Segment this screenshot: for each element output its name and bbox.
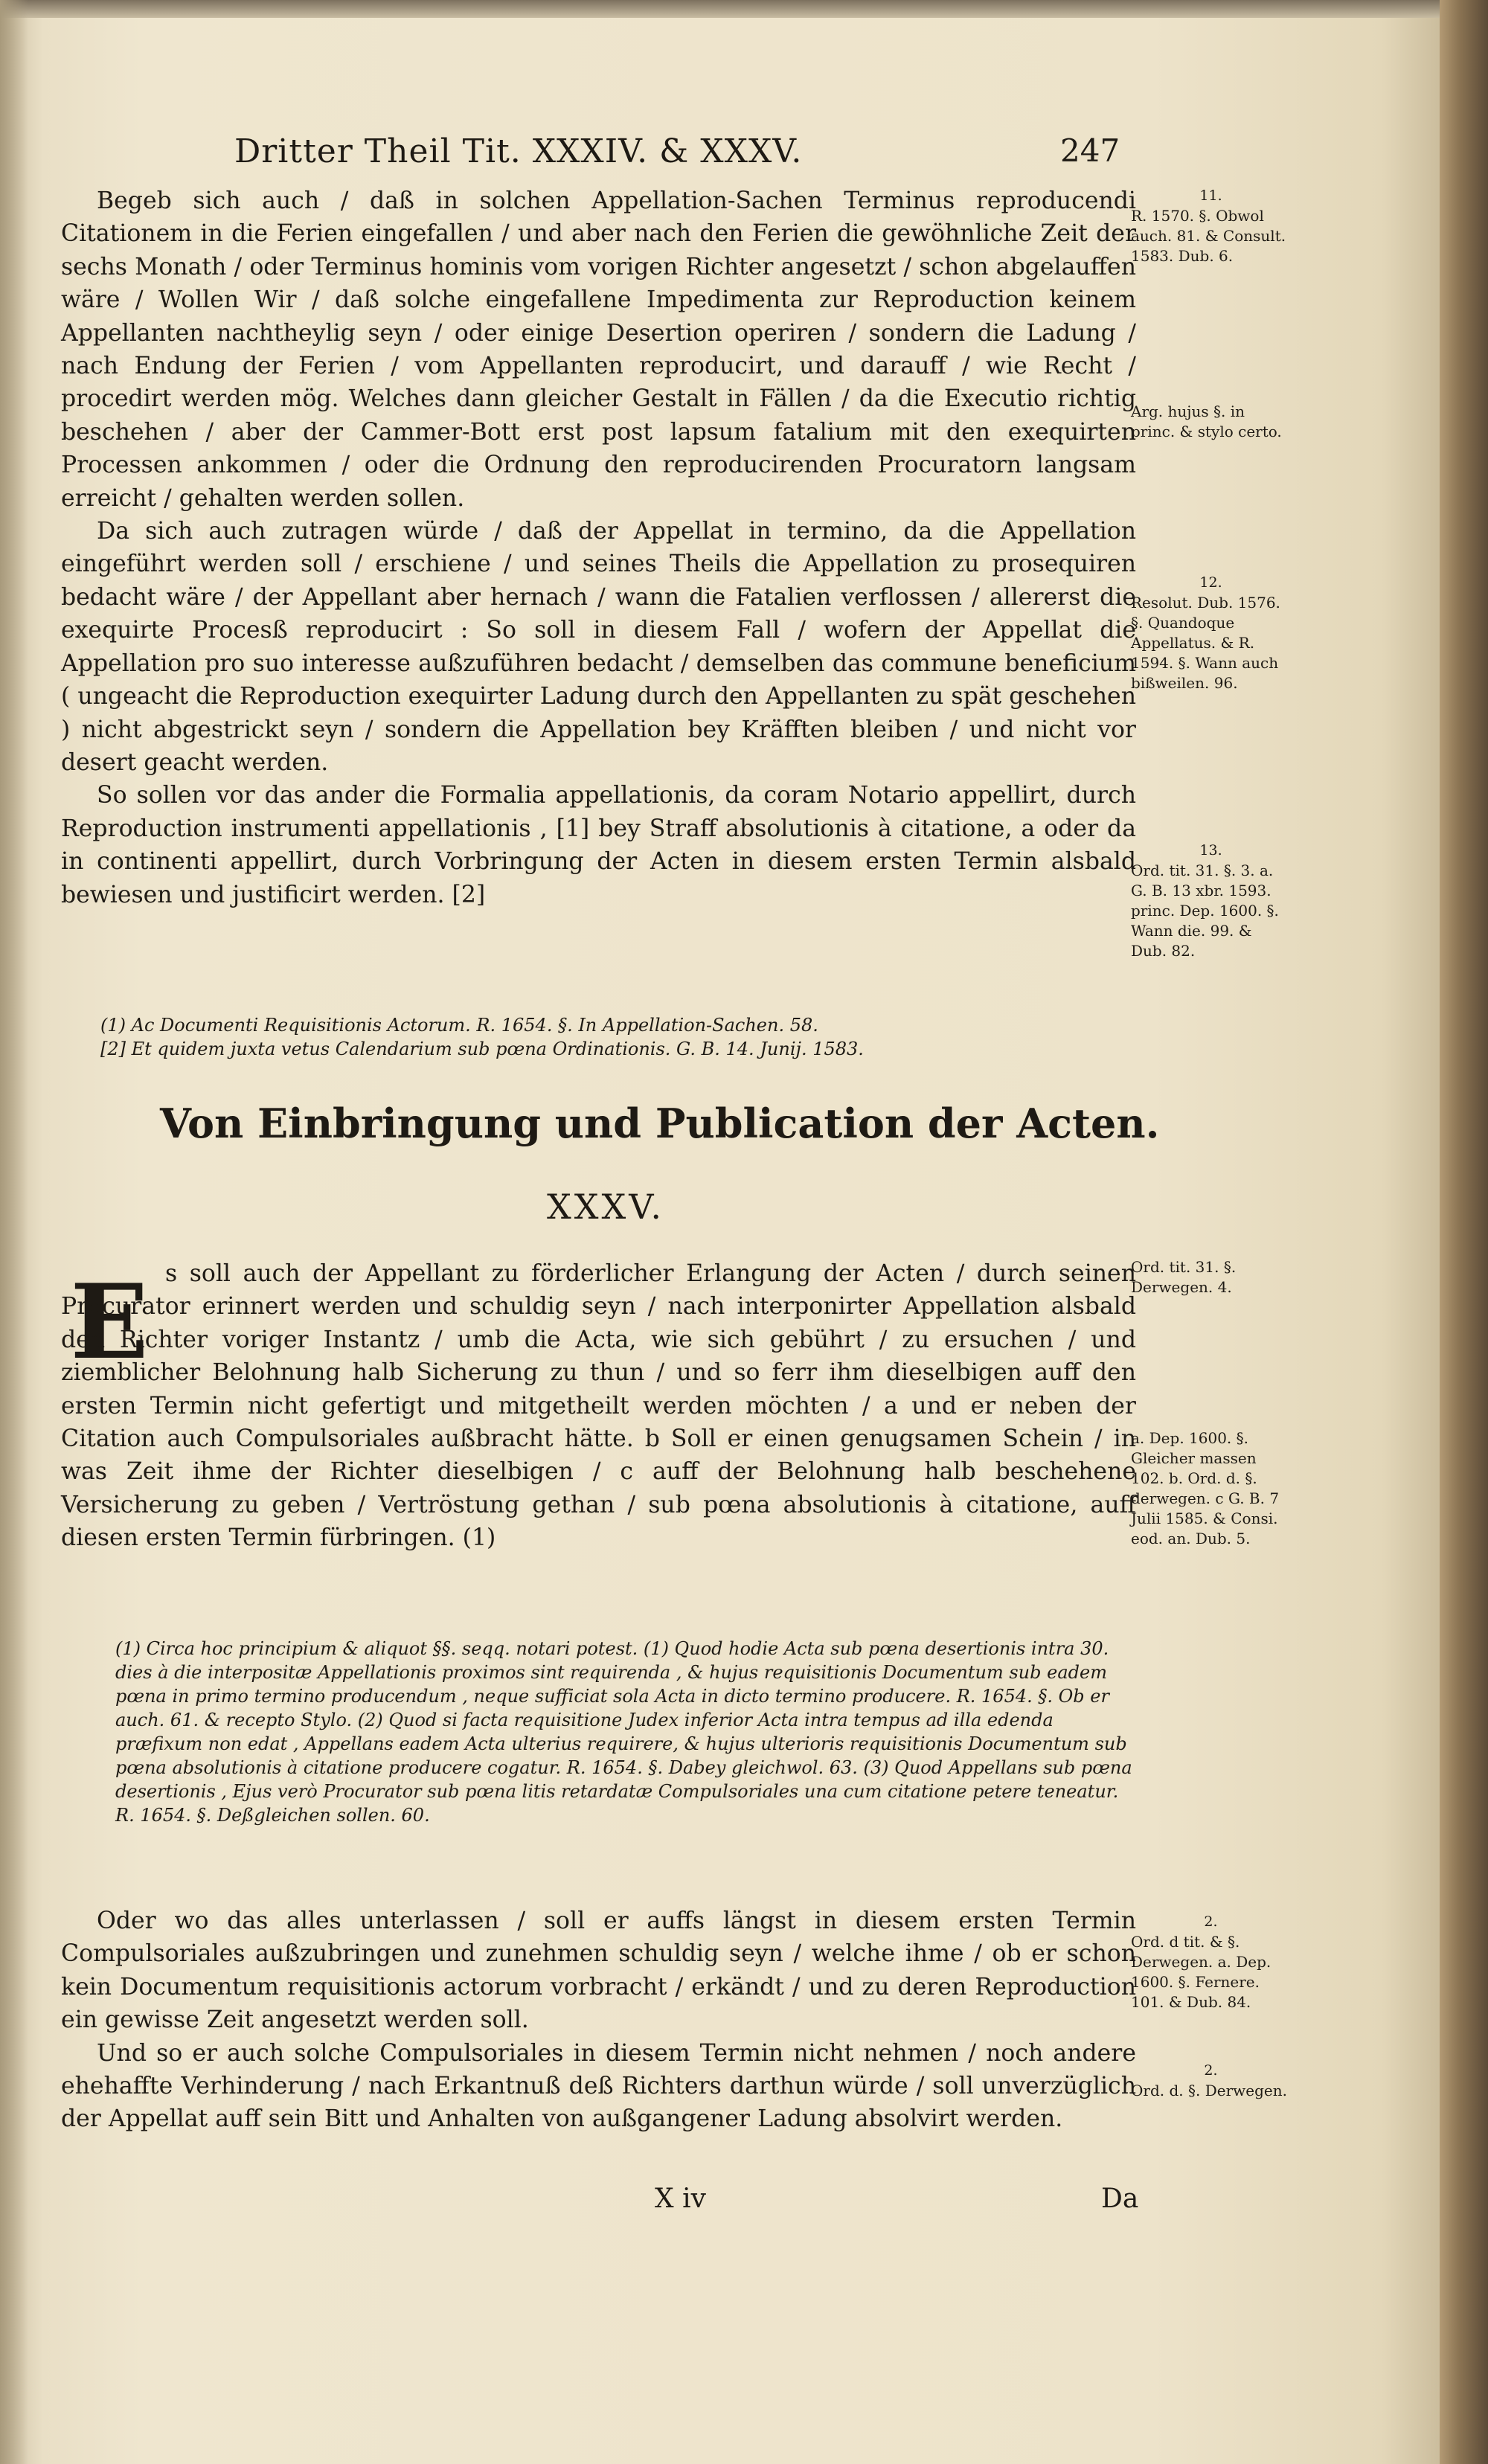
page-edge	[1440, 0, 1488, 2464]
paragraph: Und so er auch solche Compulsoriales in diesem Termin nicht nehmen / noch andere ehehaffte Verhinderung / nach Erkantnuß deß Richters darthun würde / soll unverzüglich der Appellat auff sein Bitt und Anhalten von außgangener Ladung absolvirt werden.	[61, 2039, 1136, 2133]
catchword: Da	[1101, 2184, 1139, 2214]
margin-note	[1131, 402, 1291, 442]
footnotes-bottom	[115, 1637, 1135, 1827]
margin-note-number: 2.	[1204, 2062, 1218, 2079]
paragraph: s soll auch der Appellant zu förderlicher Erlangung der Acten / durch seinen Procurator erinnert werden und schuldig seyn / nach interponirter Appellation alsbald den Richter voriger Instantz / umb die Acta, wie sich gebührt / zu ersuchen / und ziemblicher Belohnung halb Sicherung zu thun / und so ferr ihm dieselbigen auff den ersten Termin nicht gefertigt und mitgetheilt werden möchten / a und er neben der Citation auch Compulsoriales außbracht hätte. b Soll er einen genugsamen Schein / in was Zeit ihme der Richter dieselbigen / c auff der Belohnung halb beschehene Versicherung zu geben / Vertröstung gethan / sub pœna absolutionis à citatione, auff diesen ersten Termin fürbringen. (1)	[61, 1260, 1136, 1552]
margin-note-number: 11.	[1199, 187, 1222, 204]
margin-note-text: Arg. hujus §. in princ. & stylo certo.	[1131, 402, 1282, 440]
header-title: Dritter Theil Tit. XXXIV. & XXXV.	[234, 132, 803, 170]
footnotes-top	[100, 1013, 1135, 1061]
margin-note	[1131, 186, 1291, 266]
margin-note-text: Ord. tit. 31. §. Derwegen. 4.	[1131, 1258, 1237, 1296]
margin-note	[1131, 1257, 1291, 1297]
margin-note-number: 13.	[1199, 842, 1222, 859]
paragraph: Da sich auch zutragen würde / daß der Appellat in termino, da die Appellation eingeführt werden soll / erschiene / und seines Theils die Appellation zu prosequiren bedacht wäre / der Appellant aber hernach / wann die Fatalien verflossen / allererst die exequirte Procesß reproducirt : So soll in diesem Fall / wofern der Appellat die Appellation pro suo interesse außzuführen bedacht / demselben das commune beneficium ( ungeacht die Reproduction exequirter Ladung durch den Appellanten zu spät geschehen ) nicht abgestrickt seyn / sondern die Appellation bey Kräfften bleiben / und nicht vor desert geacht werden.	[61, 518, 1136, 776]
margin-note-text: Ord. d tit. & §. Derwegen. a. Dep. 1600. §. Fernere. 101. & Dub. 84.	[1131, 1933, 1271, 2011]
margin-note	[1131, 1428, 1291, 1549]
main-text-top	[61, 185, 1136, 911]
footnote: (1) Ac Documenti Requisitionis Actorum. R. 1654. §. In Appellation-Sachen. 58.	[100, 1015, 818, 1036]
main-text-bottom	[61, 1905, 1136, 2136]
margin-note-number: 12.	[1199, 574, 1222, 591]
margin-note-text: R. 1570. §. Obwol auch. 81. & Consult. 1583. Dub. 6.	[1131, 207, 1286, 265]
margin-note	[1131, 2061, 1291, 2101]
page-top-shadow	[0, 0, 1440, 18]
margin-note	[1131, 841, 1291, 961]
signature-mark: X iv	[655, 2184, 706, 2214]
running-header	[234, 132, 1127, 177]
margin-note-text: Resolut. Dub. 1576. §. Quandoque Appellatus. & R. 1594. §. Wann auch bißweilen. 96.	[1131, 594, 1280, 692]
margin-note-number: 2.	[1204, 1913, 1218, 1930]
footnote: (1) Circa hoc principium & aliquot §§. seqq. notari potest. (1) Quod hodie Acta sub pœna desertionis intra 30. dies à die interpositæ Appellationis proximos sint requirenda , & hujus requisitionis Documentum sub eadem pœna in primo termino producendum , neque sufficiat sola Acta in dicto termino producere. R. 1654. §. Ob er auch. 61. & recepto Stylo. (2) Quod si facta requisitione Judex inferior Acta intra tempus ad illa edenda præfixum non edat , Appellans eadem Acta ulterius requirere, & hujus ulterioris requisitionis Documentum sub pœna absolutionis à citatione producere cogatur. R. 1654. §. Dabey gleichwol. 63. (3) Quod Appellans sub pœna desertionis , Ejus verò Procurator sub pœna litis retardatæ Compulsoriales una cum citatione petere teneatur. R. 1654. §. Deßgleichen sollen. 60.	[115, 1638, 1132, 1826]
binding-gutter	[0, 0, 28, 2464]
footnote: [2] Et quidem juxta vetus Calendarium sub pœna Ordinationis. G. B. 14. Junij. 1583.	[100, 1039, 864, 1059]
section-heading: Von Einbringung und Publication der Acten.	[160, 1100, 1160, 1147]
page-number: 247	[1060, 132, 1120, 169]
paragraph: Begeb sich auch / daß in solchen Appellation-Sachen Terminus reproducendi Citationem in die Ferien eingefallen / und aber nach den Ferien die gewöhnliche Zeit der sechs Monath / oder Terminus hominis vom vorigen Richter angesetzt / schon abgelauffen wäre / Wollen Wir / daß solche eingefallene Impedimenta zur Reproduction keinem Appellanten nachtheylig seyn / oder einige Desertion operiren / sondern die Ladung / nach Endung der Ferien / vom Appellanten reproducirt, und darauff / wie Recht / procedirt werden mög. Welches dann gleicher Gestalt in Fällen / da die Executio richtig beschehen / aber der Cammer-Bott erst post lapsum fatalium mit den exequirten Processen ankommen / oder die Ordnung den reproducirenden Procuratorn langsam erreicht / gehalten werden sollen.	[61, 187, 1136, 512]
margin-note-text: a. Dep. 1600. §. Gleicher massen 102. b. Ord. d. §. derwegen. c G. B. 7 Julii 1585. & Consi. eod. an. Dub. 5.	[1131, 1429, 1280, 1547]
margin-note-text: Ord. tit. 31. §. 3. a. G. B. 13 xbr. 1593. princ. Dep. 1600. §. Wann die. 99. & Dub. 82.	[1131, 862, 1279, 960]
paragraph: So sollen vor das ander die Formalia appellationis, da coram Notario appellirt, durch Reproduction instrumenti appellationis , [1] bey Straff absolutionis à citatione, a oder da in continenti appellirt, durch Vorbringung der Acten in diesem ersten Termin alsbald bewiesen und justificirt werden. [2]	[61, 782, 1136, 908]
section-number: XXXV.	[547, 1187, 665, 1227]
margin-note-text: Ord. d. §. Derwegen.	[1131, 2082, 1287, 2099]
paragraph: Oder wo das alles unterlassen / soll er auffs längst in diesem ersten Termin Compulsoriales außzubringen und zunehmen schuldig seyn / welche ihme / ob er schon kein Documentum requisitionis actorum vorbracht / erkändt / und zu deren Reproduction ein gewisse Zeit angesetzt werden soll.	[61, 1908, 1136, 2034]
margin-note	[1131, 573, 1291, 693]
main-text-section	[61, 1257, 1136, 1555]
margin-note	[1131, 1912, 1291, 2012]
drop-capital: E	[70, 1261, 149, 1382]
